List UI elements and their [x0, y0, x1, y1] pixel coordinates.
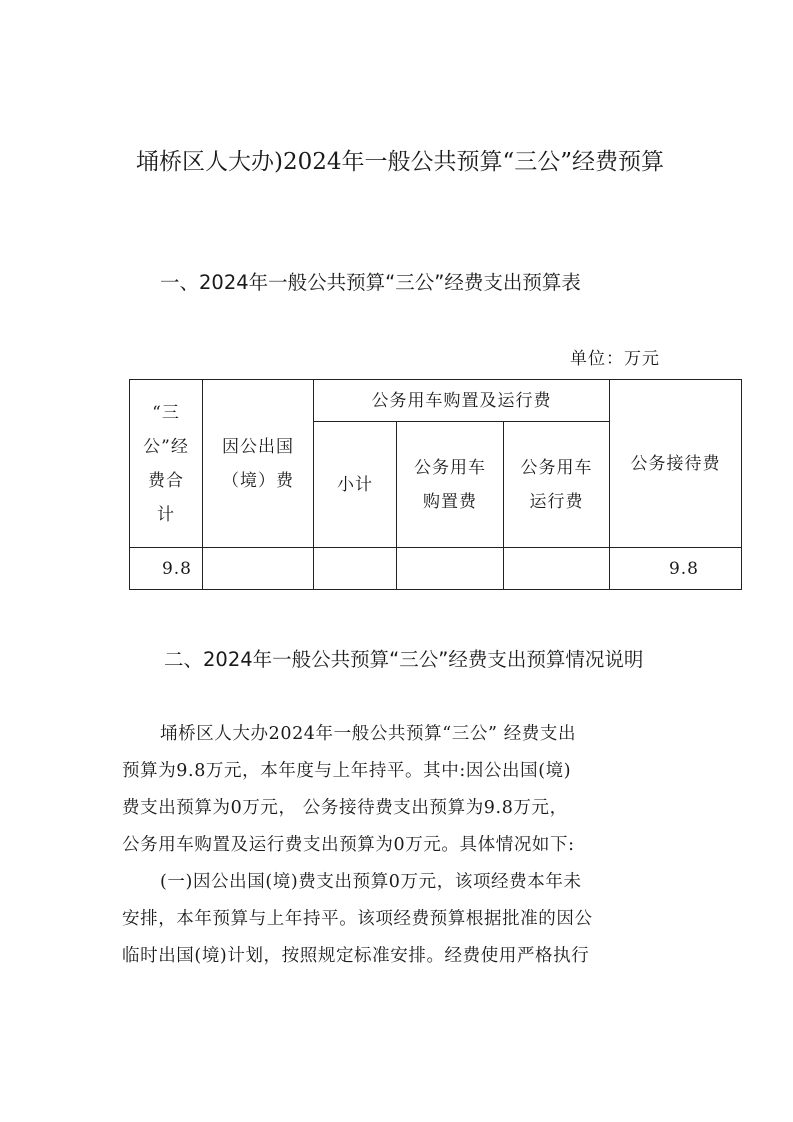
body-line: 埇桥区人大办2024年一般公共预算“三公” 经费支出	[160, 724, 577, 744]
section-2-body	[122, 716, 682, 975]
header-subtotal: 小计	[314, 422, 397, 548]
cell-vehicle-operation	[504, 548, 610, 590]
header-purchase-line: 公务用车	[414, 457, 486, 478]
table-row	[130, 548, 742, 590]
section-2-heading: 二、2024年一般公共预算“三公”经费支出预算情况说明	[164, 648, 644, 671]
header-total-line: 费合	[148, 470, 184, 491]
header-operation-line: 公务用车	[520, 457, 593, 478]
body-line: 公务用车购置及运行费支出预算为0万元。具体情况如下:	[122, 835, 575, 855]
body-line: 预算为9.8万元，本年度与上年持平。其中:因公出国(境)	[122, 761, 572, 781]
body-line: 安排，本年预算与上年持平。该项经费预算根据批准的因公	[122, 909, 593, 929]
header-operation-line: 运行费	[529, 491, 584, 512]
document-title: 埇桥区人大办)2024年一般公共预算“三公”经费预算	[135, 149, 665, 175]
header-abroad-line: 因公出国	[222, 436, 294, 457]
body-line: 费支出预算为0万元， 公务接待费支出预算为9.8万元，	[122, 798, 568, 818]
cell-reception: 9.8	[610, 548, 742, 590]
table-header-row-1	[130, 380, 742, 422]
cell-subtotal	[314, 548, 397, 590]
header-reception: 公务接待费	[610, 380, 742, 548]
header-total-line: “三	[152, 402, 180, 423]
header-abroad	[203, 380, 314, 548]
header-total	[130, 380, 203, 548]
header-vehicle-operation	[504, 422, 610, 548]
cell-abroad	[203, 548, 314, 590]
section-1-heading: 一、2024年一般公共预算“三公”经费支出预算表	[160, 271, 581, 294]
unit-label: 单位：万元	[570, 349, 660, 369]
body-line: 临时出国(境)计划，按照规定标准安排。经费使用严格执行	[122, 946, 590, 966]
header-abroad-line: （境）费	[222, 470, 294, 491]
cell-total: 9.8	[130, 548, 203, 590]
body-line: (一)因公出国(境)费支出预算0万元，该项经费本年未	[160, 872, 582, 892]
header-vehicle-purchase	[397, 422, 504, 548]
header-total-line: 公”经	[143, 436, 189, 457]
header-purchase-line: 购置费	[423, 491, 477, 512]
header-vehicle-group: 公务用车购置及运行费	[314, 380, 610, 422]
budget-table	[129, 379, 742, 590]
header-total-line: 计	[157, 504, 175, 525]
cell-vehicle-purchase	[397, 548, 504, 590]
